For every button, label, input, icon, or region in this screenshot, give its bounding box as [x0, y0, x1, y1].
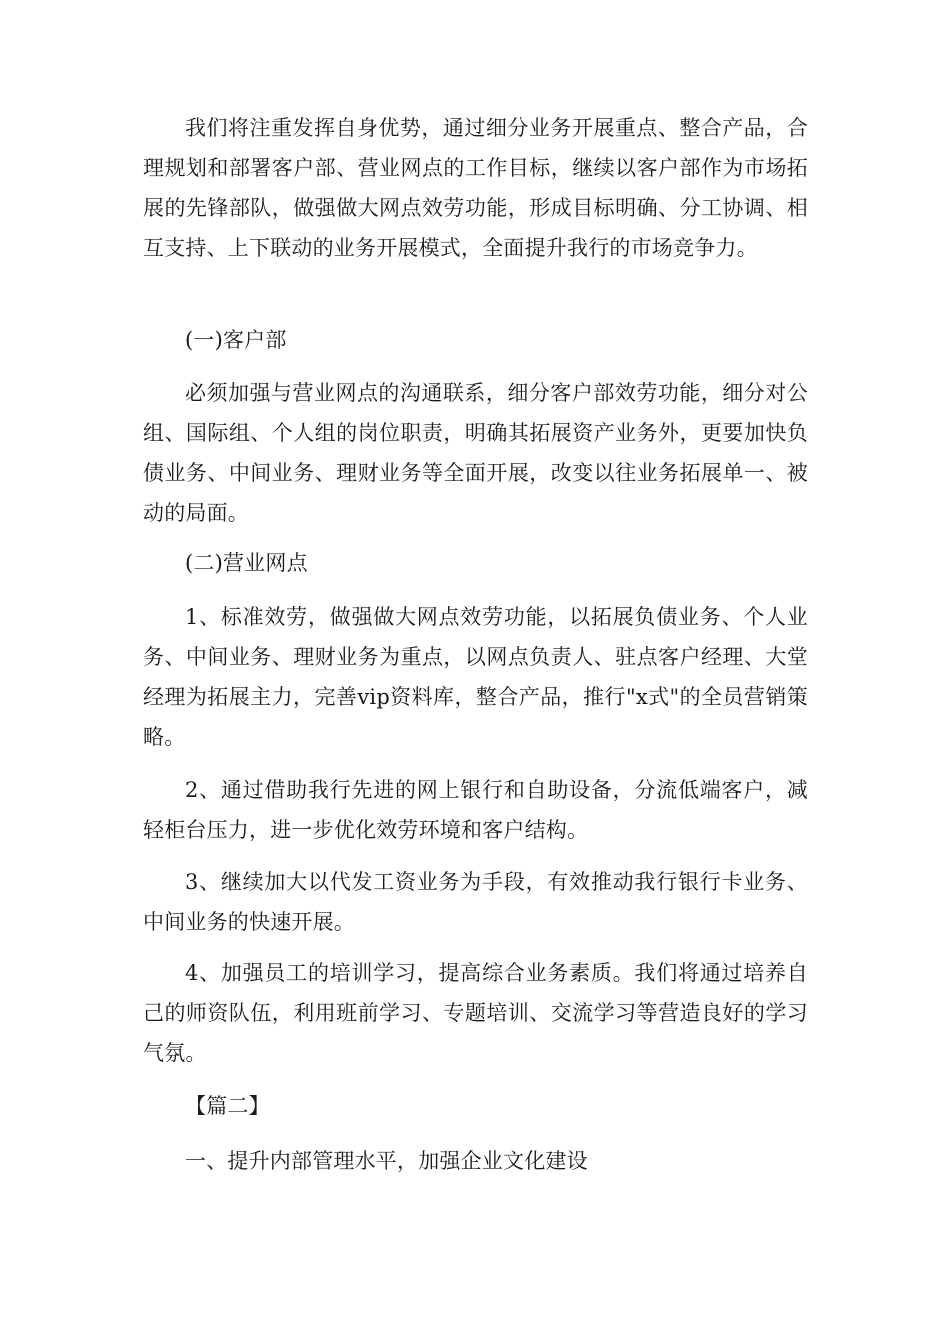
paragraph-item-3: 3、继续加大以代发工资业务为手段，有效推动我行银行卡业务、中间业务的快速开展。 [143, 870, 808, 934]
paragraph-item-2: 2、通过借助我行先进的网上银行和自助设备，分流低端客户，减轻柜台压力，进一步优化效劳环境和客户结构。 [143, 778, 808, 842]
heading-business-outlets: (二)营业网点 [185, 551, 308, 575]
heading-part-two: 【篇二】 [185, 1094, 270, 1118]
heading-customer-dept: (一)客户部 [185, 328, 287, 352]
paragraph-intro: 我们将注重发挥自身优势，通过细分业务开展重点、整合产品，合理规划和部署客户部、营业网点的工作目标，继续以客户部作为市场拓展的先锋部队，做强做大网点效劳功能，形成目标明确、分工协调、相互支持、上下联动的业务开展模式，全面提升我行的市场竞争力。 [143, 116, 808, 260]
paragraph-item-4: 4、加强员工的培训学习，提高综合业务素质。我们将通过培养自己的师资队伍，利用班前学习、专题培训、交流学习等营造良好的学习气氛。 [143, 961, 808, 1065]
paragraph-customer-dept: 必须加强与营业网点的沟通联系，细分客户部效劳功能，细分对公组、国际组、个人组的岗位职责，明确其拓展资产业务外，更要加快负债业务、中间业务、理财业务等全面开展，改变以往业务拓展单一、被动的局面。 [143, 381, 808, 525]
paragraph-item-1: 1、标准效劳，做强做大网点效劳功能，以拓展负债业务、个人业务、中间业务、理财业务为重点，以网点负责人、驻点客户经理、大堂经理为拓展主力，完善vip资料库，整合产品，推行"x式"的全员营销策略。 [143, 605, 808, 749]
heading-section-one: 一、提升内部管理水平，加强企业文化建设 [185, 1149, 588, 1173]
